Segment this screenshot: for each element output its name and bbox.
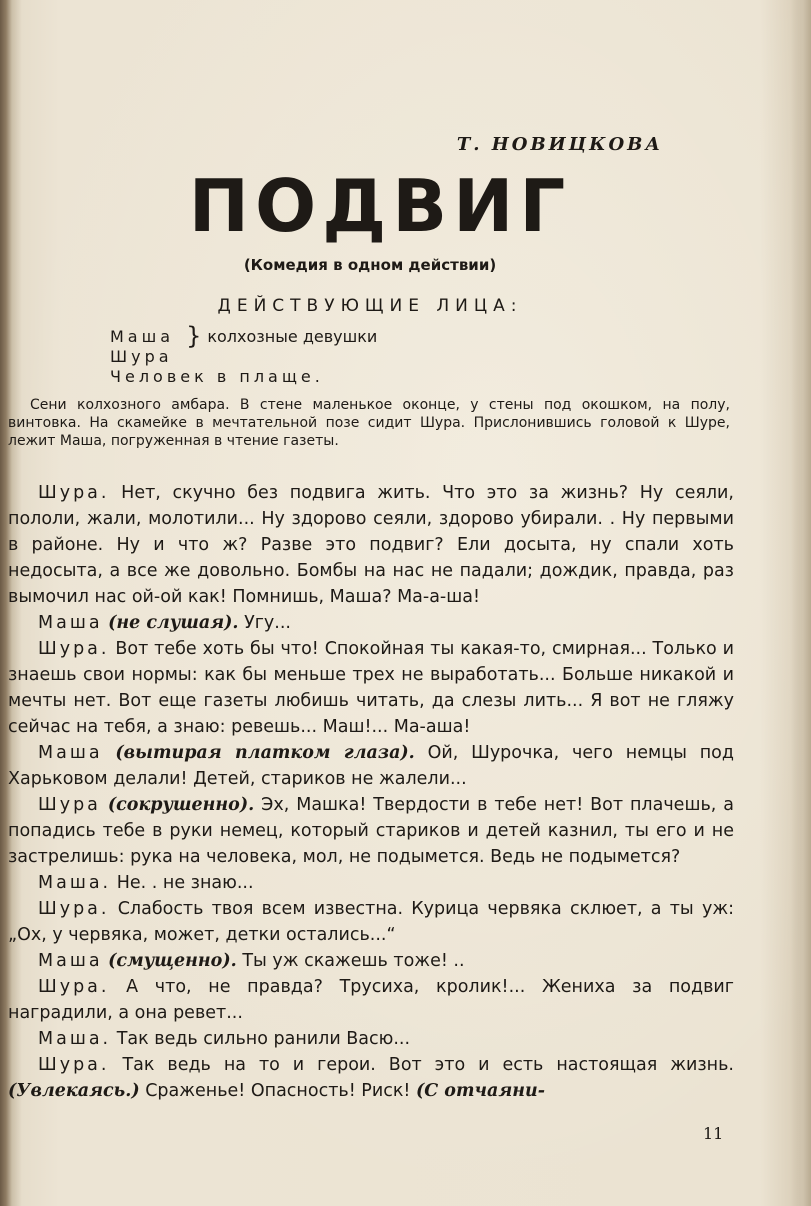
page-edge: [791, 0, 811, 1206]
line-text: Эх, Машка! Твердости в тебе нет! Вот плачешь, а попадись тебе в руки немец, который стариков и детей казнил, ты его и не застрелишь: рука на человека, мол, не подымется. Ведь не подымется?: [8, 795, 734, 867]
line: [8, 480, 734, 610]
line-text: Не. . не знаю...: [116, 873, 254, 893]
line: [8, 610, 734, 636]
line-text: Нет, скучно без подвига жить. Что это за жизнь? Ну сеяли, пололи, жали, молотили... Ну здорово сеяли, здорово убирали. . Ну первыми в районе. Ну и что ж? Разве это подвиг? Ели досыта, ну спали хоть недосыта, а все же довольно. Бомбы на нас не падали; дождик, правда, раз вымочил нас ой-ой как! Помнишь, Маша? Ма-а-ша!: [8, 483, 734, 607]
stage-direction: (не слушая).: [108, 613, 239, 633]
speaker: Шура: [38, 795, 101, 815]
line: [8, 792, 734, 870]
scene-description: Сени колхозного амбара. В стене маленькое оконце, у стены под окошком, на полу, винтовка. На скамейке в мечтательной позе сидит Шура. Прислонившись головой к Шуре, лежит Маша, погруженная в чтение газеты.: [8, 397, 730, 449]
cast-row-masha: [110, 322, 378, 350]
cast-list: [110, 322, 378, 386]
line: [8, 1026, 734, 1052]
line-text: Ой, Шурочка, чего немцы под Харьковом делали! Детей, стариков не жалели...: [8, 743, 734, 789]
speaker: Шура.: [38, 1055, 110, 1075]
line-text: Ты уж скажешь тоже! ..: [242, 951, 465, 971]
speaker: Маша: [38, 613, 103, 633]
cast-row-shura: [110, 346, 377, 366]
line: [8, 740, 734, 792]
cast-heading: ДЕЙСТВУЮЩИЕ ЛИЦА:: [217, 296, 523, 316]
play-subtitle: (Комедия в одном действии): [243, 256, 497, 274]
line-text: Так ведь сильно ранили Васю...: [116, 1029, 411, 1049]
stage-direction: (Увлекаясь.): [8, 1081, 140, 1101]
line: [8, 1052, 734, 1104]
speaker: Маша: [38, 743, 103, 763]
stage-direction: (С отчаяни-: [416, 1081, 546, 1101]
cast-row-man: [110, 366, 377, 386]
speaker: Маша.: [38, 873, 112, 893]
cast-masha: Маша: [110, 326, 175, 346]
stage-direction: (сокрушенно).: [107, 795, 255, 815]
dialogue: [8, 480, 734, 1104]
speaker: Шура.: [38, 483, 110, 503]
line: [8, 896, 734, 948]
cast-man: Человек в плаще.: [110, 366, 324, 386]
line: [8, 870, 734, 896]
line: [8, 974, 734, 1026]
line-text: Угу...: [244, 613, 291, 633]
stage-direction: (смущенно).: [108, 951, 237, 971]
line-text: Так ведь на то и герои. Вот это и есть настоящая жизнь.: [122, 1055, 734, 1075]
speaker: Маша.: [38, 1029, 112, 1049]
brace-icon: }: [186, 322, 202, 350]
line: [8, 948, 734, 974]
line-text: Вот тебе хоть бы что! Спокойная ты какая-то, смирная... Только и знаешь свои нормы: как бы меньше трех не выработать... Больше никакой и мечты нет. Вот еще газеты любишь читать, да слезы лить... Я вот не гляжу сейчас на тебя, а знаю: ревешь... Маш!... Ма-аша!: [8, 639, 734, 737]
stage-direction: (вытирая платком глаза).: [115, 743, 415, 763]
line-text: Слабость твоя всем известна. Курица червяка склюет, а ты уж: „Ох, у червяка, может, детки остались...“: [8, 899, 734, 945]
author-name: Т. НОВИЦКОВА: [456, 134, 663, 155]
play-title: ПОДВИГ: [188, 164, 572, 248]
line-text: А что, не правда? Трусиха, кролик!... Жениха за подвиг наградили, а она ревет...: [8, 977, 734, 1023]
line-text: Сраженье! Опасность! Риск!: [145, 1081, 411, 1101]
page-number: 11: [703, 1124, 724, 1143]
speaker: Шура.: [38, 899, 110, 919]
speaker: Шура.: [38, 977, 110, 997]
line: [8, 636, 734, 740]
speaker: Маша: [38, 951, 103, 971]
speaker: Шура.: [38, 639, 110, 659]
cast-group-note: колхозные девушки: [207, 326, 378, 346]
cast-shura: Шура: [110, 346, 173, 366]
